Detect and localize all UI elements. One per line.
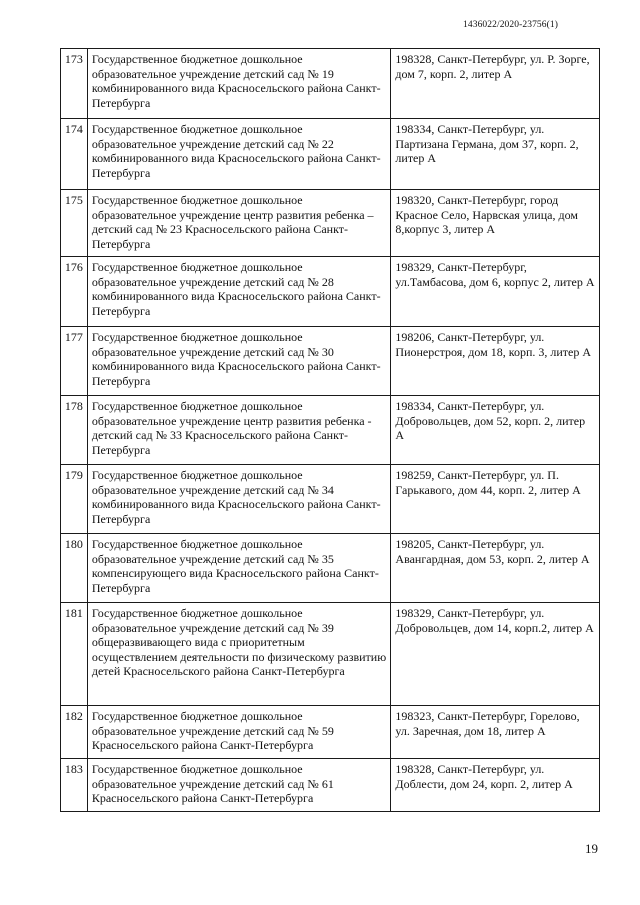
institution-address: 198206, Санкт-Петербург, ул. Пионерстроя, дом 18, корп. 3, литер А (391, 327, 600, 396)
institution-name: Государственное бюджетное дошкольное образовательное учреждение детский сад № 28 комбинированного вида Красносельского района Санкт-Петербурга (87, 257, 391, 327)
row-number: 176 (61, 257, 88, 327)
institution-name: Государственное бюджетное дошкольное образовательное учреждение детский сад № 22 комбинированного вида Красносельского района Санкт-Петербурга (87, 119, 391, 190)
institution-address: 198320, Санкт-Петербург, город Красное Село, Нарвская улица, дом 8,корпус 3, литер А (391, 190, 600, 257)
institution-name: Государственное бюджетное дошкольное образовательное учреждение детский сад № 61 Красносельского района Санкт-Петербурга (87, 759, 391, 812)
institution-name: Государственное бюджетное дошкольное образовательное учреждение центр развития ребенка - детский сад № 33 Красносельского района Санкт-Петербурга (87, 396, 391, 465)
institution-name: Государственное бюджетное дошкольное образовательное учреждение детский сад № 39 общеразвивающего вида с приоритетным осуществлением деятельности по физическому развитию детей Красносельского района Санкт-Петербурга (87, 603, 391, 706)
page-number: 19 (585, 841, 598, 856)
institution-name: Государственное бюджетное дошкольное образовательное учреждение детский сад № 19 комбинированного вида Красносельского района Санкт-Петербурга (87, 49, 391, 119)
row-number: 181 (61, 603, 88, 706)
institutions-table (60, 48, 600, 812)
row-number: 183 (61, 759, 88, 812)
institution-name: Государственное бюджетное дошкольное образовательное учреждение детский сад № 34 комбинированного вида Красносельского района Санкт-Петербурга (87, 465, 391, 534)
row-number: 182 (61, 706, 88, 759)
row-number: 179 (61, 465, 88, 534)
table-row (61, 257, 600, 327)
table-row (61, 190, 600, 257)
institution-address: 198323, Санкт-Петербург, Горелово, ул. Заречная, дом 18, литер А (391, 706, 600, 759)
table-row (61, 465, 600, 534)
document-id: 1436022/2020-23756(1) (463, 20, 558, 30)
table-row (61, 534, 600, 603)
institution-address: 198328, Санкт-Петербург, ул. Р. Зорге, дом 7, корп. 2, литер А (391, 49, 600, 119)
row-number: 178 (61, 396, 88, 465)
row-number: 177 (61, 327, 88, 396)
table-row (61, 603, 600, 706)
institution-name: Государственное бюджетное дошкольное образовательное учреждение детский сад № 59 Красносельского района Санкт-Петербурга (87, 706, 391, 759)
institution-address: 198205, Санкт-Петербург, ул. Авангардная, дом 53, корп. 2, литер А (391, 534, 600, 603)
row-number: 175 (61, 190, 88, 257)
table-row (61, 396, 600, 465)
institution-address: 198329, Санкт-Петербург, ул. Добровольцев, дом 14, корп.2, литер А (391, 603, 600, 706)
table-row (61, 119, 600, 190)
table-row (61, 759, 600, 812)
institution-address: 198329, Санкт-Петербург, ул.Тамбасова, дом 6, корпус 2, литер А (391, 257, 600, 327)
institution-name: Государственное бюджетное дошкольное образовательное учреждение центр развития ребенка – детский сад № 23 Красносельского района Санкт-Петербурга (87, 190, 391, 257)
row-number: 180 (61, 534, 88, 603)
table-row (61, 706, 600, 759)
row-number: 174 (61, 119, 88, 190)
table-row (61, 327, 600, 396)
institution-address: 198328, Санкт-Петербург, ул. Доблести, дом 24, корп. 2, литер А (391, 759, 600, 812)
row-number: 173 (61, 49, 88, 119)
institution-name: Государственное бюджетное дошкольное образовательное учреждение детский сад № 35 компенсирующего вида Красносельского района Санкт-Петербурга (87, 534, 391, 603)
institution-address: 198334, Санкт-Петербург, ул. Добровольцев, дом 52, корп. 2, литер А (391, 396, 600, 465)
institution-name: Государственное бюджетное дошкольное образовательное учреждение детский сад № 30 комбинированного вида Красносельского района Санкт-Петербурга (87, 327, 391, 396)
table-row (61, 49, 600, 119)
institution-address: 198334, Санкт-Петербург, ул. Партизана Германа, дом 37, корп. 2, литер А (391, 119, 600, 190)
institution-address: 198259, Санкт-Петербург, ул. П. Гарькавого, дом 44, корп. 2, литер А (391, 465, 600, 534)
